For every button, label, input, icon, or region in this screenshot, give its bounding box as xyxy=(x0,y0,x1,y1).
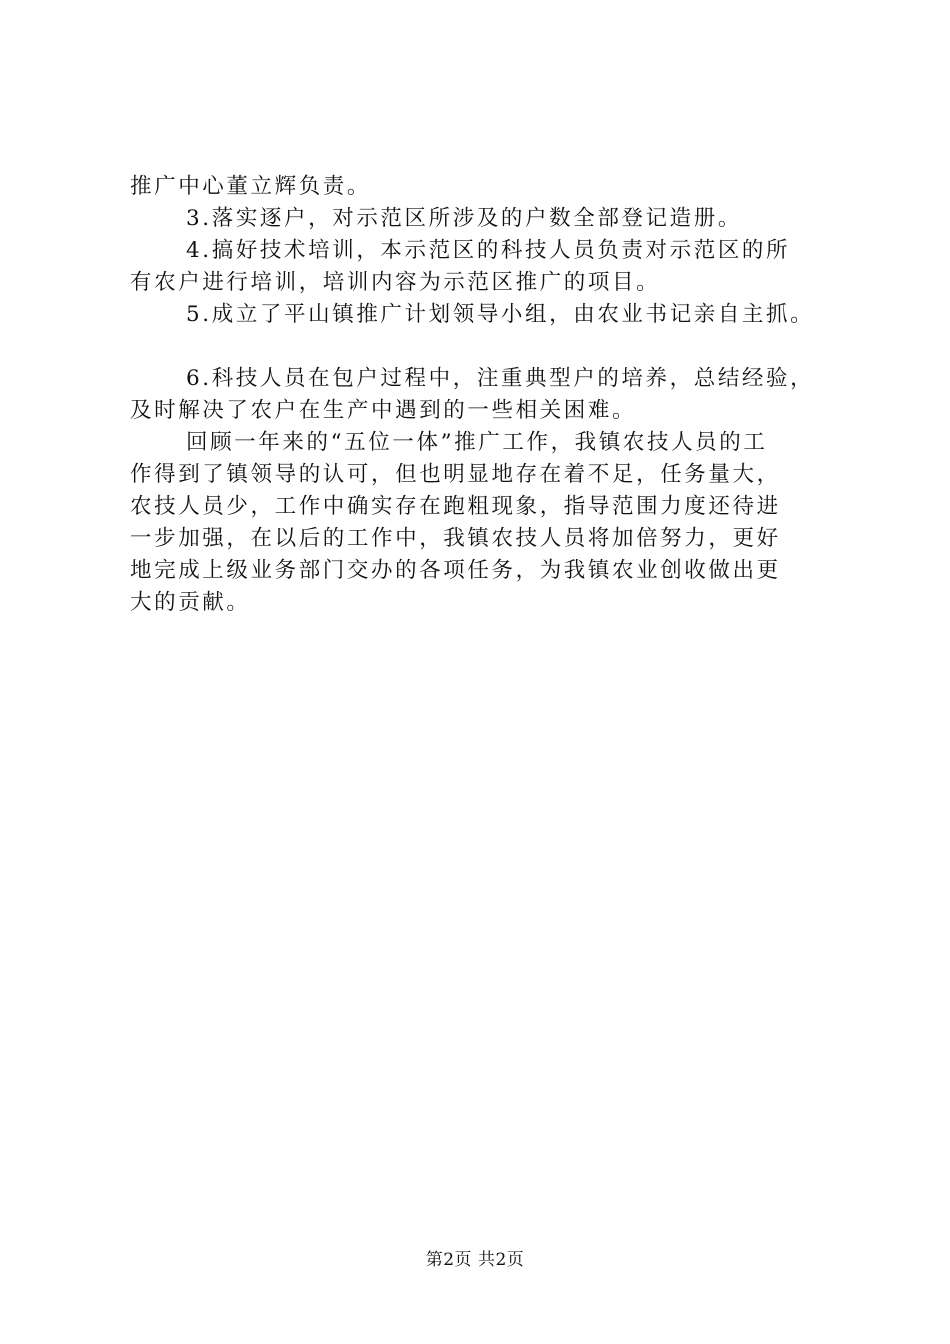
text-line: 及时解决了农户在生产中遇到的一些相关困难。 xyxy=(130,398,637,423)
page-number-footer: 第2页 共2页 xyxy=(425,1250,525,1270)
text-line: 一步加强，在以后的工作中，我镇农技人员将加倍努力，更好 xyxy=(130,526,781,551)
text-line: 作得到了镇领导的认可，但也明显地存在着不足，任务量大， xyxy=(130,462,781,487)
text-line: 地完成上级业务部门交办的各项任务，为我镇农业创收做出更 xyxy=(130,558,781,583)
blank-line xyxy=(130,331,842,363)
paragraph-start: 回顾一年来的“五位一体”推广工作，我镇农技人员的工 xyxy=(186,430,768,455)
document-body xyxy=(130,171,842,619)
text-line: 大的贡献。 xyxy=(130,590,251,615)
list-item-3: 3.落实逐户，对示范区所涉及的户数全部登记造册。 xyxy=(186,206,742,231)
text-line: 农技人员少，工作中确实存在跑粗现象，指导范围力度还待进 xyxy=(130,494,781,519)
text-line: 有农户进行培训，培训内容为示范区推广的项目。 xyxy=(130,270,661,295)
list-item-4: 4.搞好技术培训，本示范区的科技人员负责对示范区的所 xyxy=(186,238,791,263)
text-line: 推广中心董立辉负责。 xyxy=(130,174,372,199)
list-item-5: 5.成立了平山镇推广计划领导小组，由农业书记亲自主抓。 xyxy=(186,302,815,327)
list-item-6: 6.科技人员在包户过程中，注重典型户的培养，总结经验， xyxy=(186,366,815,391)
